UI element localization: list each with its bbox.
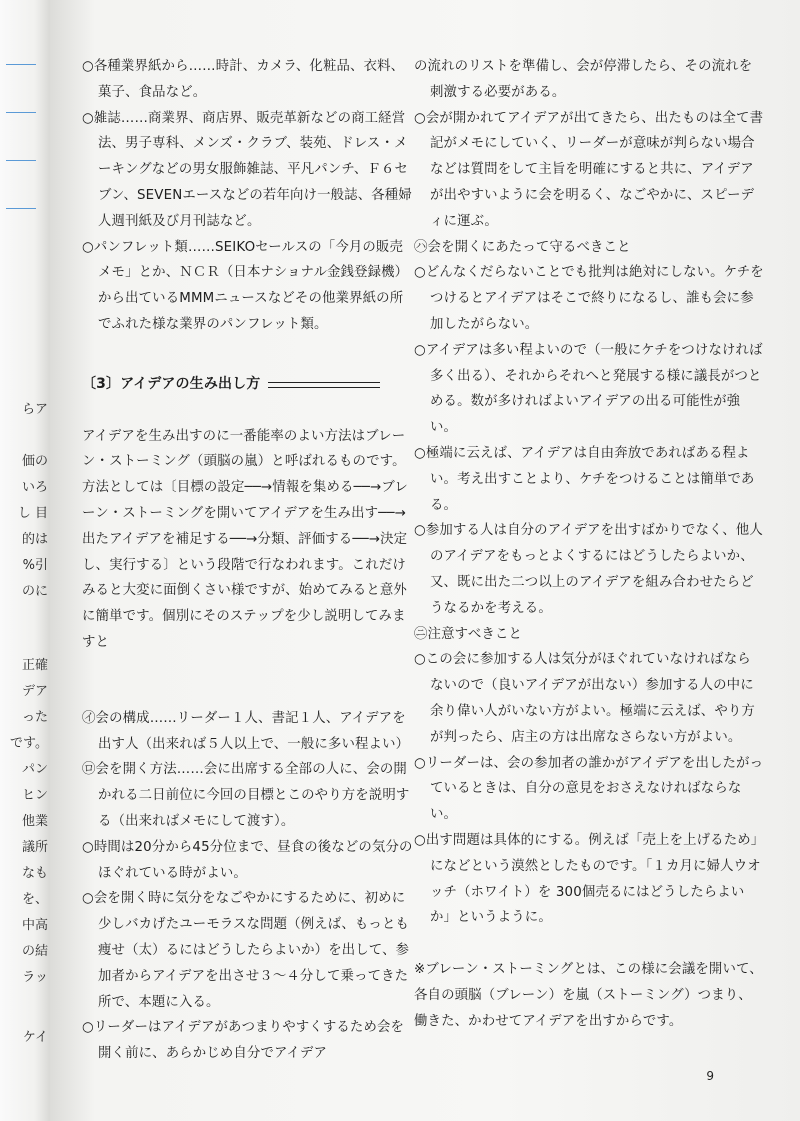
page-number: 9	[706, 1069, 714, 1083]
footnote: ※ブレーン・ストーミングとは、この様に会議を開いて、各自の頭脳（ブレーン）を嵐（ストーミング）つまり、働きた、かわせてアイデアを出すからです。	[414, 962, 763, 1029]
list-item: ○この会に参加する人は気分がほぐれていなければならないので（良いアイデアが出ない）参加する人の中に余り偉い人がいない方がよい。極端に云えば、やり方が判ったら、店主の方は出席なさらない方がよい。	[414, 652, 755, 745]
section-heading-text: 〔3〕アイデアの生み出し方	[82, 375, 261, 392]
gutter-fragment: デア	[21, 684, 48, 699]
gutter-fragment: 的は	[21, 532, 48, 547]
gutter-fragment: です。	[10, 736, 48, 751]
gutter-fragment: %引	[22, 558, 48, 573]
list-item: ○リーダーはアイデアがあつまりやすくするため会を開く前に、あらかじめ自分でアイデア	[82, 1020, 405, 1062]
list-item: ○リーダーは、会の参加者の誰かがアイデアを出したがっているときは、自分の意見をおさえなければならない。	[414, 755, 764, 823]
list-item: ○雑誌……商業界、商店界、販売革新などの商工経営法、男子専科、メンズ・クラブ、装苑、ドレス・メーキングなどの男女服飾雑誌、平凡パンチ、Ｆ６セブン、SEVENエースなどの若年向け一般誌、各種婦人週刊紙及び月刊誌など。	[82, 110, 412, 229]
gutter-fragment: ケイ	[22, 1030, 48, 1045]
section-subheading: ㋩会を開くにあたって守るべきこと	[414, 239, 631, 255]
gutter-fragment: なも	[21, 866, 48, 881]
gutter-fragment: ラッ	[22, 970, 48, 985]
list-item: ㋑会の構成……リーダー１人、書記１人、アイデアを出す人（出来れば５人以上で、一般に多い程よい）	[82, 710, 410, 752]
gutter-fragment: った	[21, 710, 48, 725]
gutter-fragment: し 目	[17, 506, 48, 521]
gutter-fragment: 他業	[21, 814, 48, 829]
gutter-fragment: を、	[21, 892, 48, 907]
list-item: の流れのリストを準備し、会が停滞したら、その流れを刺激する必要がある。	[414, 59, 753, 100]
gutter-fragment: いろ	[21, 480, 48, 495]
list-item: ○極端に云えば、アイデアは自由奔放であればある程よい。考え出すことより、ケチをつけることは簡単である。	[414, 445, 755, 513]
gutter-fragment: ヒン	[21, 788, 48, 803]
list-item: ㋺会を開く方法……会に出席する全部の人に、会の開かれる二日前位に今回の目標とこのやり方を説明する（出来ればメモにして渡す）。	[82, 762, 410, 829]
list-item: ○出す問題は具体的にする。例えば「売上を上げるため」になどという漠然としたものです。「１カ月に婦人ウオッチ（ホワイト）を 300個売るにはどうしたらよいか」というように。	[414, 832, 761, 926]
section-heading	[82, 372, 414, 398]
gutter-blue-rule	[6, 64, 36, 65]
gutter-blue-rule	[6, 160, 36, 161]
previous-page-gutter	[0, 0, 50, 1121]
gutter-fragment: 中高	[21, 918, 48, 933]
list-item: ○会が開かれてアイデアが出てきたら、出たものは全て書記がメモにしていく、リーダーが意味が判らない場合などは質問をして主旨を明確にすると共に、アイデアが出やすいように会を明るく、なごやかに、スピーディに運ぶ。	[414, 110, 764, 229]
right-column	[414, 54, 764, 1048]
left-column	[82, 54, 414, 1067]
spacer	[82, 656, 414, 706]
list-item: ○アイデアは多い程よいので（一般にケチをつけなければ多く出る）、それからそれへと発展する様に議長がつとめる。数が多ければよいアイデアの出る可能性が強い。	[414, 342, 763, 436]
gutter-fragment: パン	[21, 762, 48, 777]
gutter-fragment: 正確	[21, 658, 48, 673]
list-item: ○会を開く時に気分をなごやかにするために、初めに少しバカげたユーモラスな問題（例えば、もっとも痩せ（太）るにはどうしたらよいか）を出して、参加者からアイデアを出させ３～４分して乗ってきた所で、本題に入る。	[82, 891, 410, 1010]
body-paragraph: アイデアを生み出すのに一番能率のよい方法はブレーン・ストーミング（頭脳の嵐）と呼ばれるものです。方法としては〔目標の設定──→情報を集める──→ブレーン・ストーミングを開いてアイデアを生み出す──→出たアイデアを補足する──→分類、評価する──→決定し、実行する〕という段階で行なわれます。これだけみると大変に面倒くさい様ですが、始めてみると意外に簡単です。個別にそのステップを少し説明してみますと	[82, 428, 408, 650]
list-item: ○時間は20分から45分位まで、昼食の後などの気分のほぐれている時がよい。	[82, 839, 413, 881]
list-item: ○各種業界紙から……時計、カメラ、化粧品、衣料、菓子、食品など。	[82, 59, 405, 100]
gutter-fragment: らア	[21, 402, 48, 417]
document-page	[50, 0, 800, 1121]
gutter-fragment: のに	[21, 584, 48, 599]
list-item: ○参加する人は自分のアイデアを出すばかりでなく、他人のアイデアをもっとよくするにはどうしたらよいか、又、既に出た二つ以上のアイデアを組み合わせたらどうなるかを考える。	[414, 523, 763, 616]
list-item: ○パンフレット類……SEIKOセールスの「今月の販売メモ」とか、ＮＣＲ（日本ナショナル金銭登録機）から出ているMMMニュースなどその他業界紙の所でふれた様な業界のパンフレット類。	[82, 239, 409, 332]
gutter-blue-rule	[6, 112, 36, 113]
gutter-blue-rule	[6, 208, 36, 209]
gutter-fragment: 議所	[21, 840, 48, 855]
heading-double-rule	[268, 382, 380, 388]
gutter-fragment: の結	[21, 944, 48, 959]
gutter-fragment: 価の	[21, 454, 48, 469]
section-subheading: ㋥注意すべきこと	[414, 626, 523, 642]
list-item: ○どんなくだらないことでも批判は絶対にしない。ケチをつけるとアイデアはそこで終りになるし、誰も会に参加したがらない。	[414, 265, 764, 332]
